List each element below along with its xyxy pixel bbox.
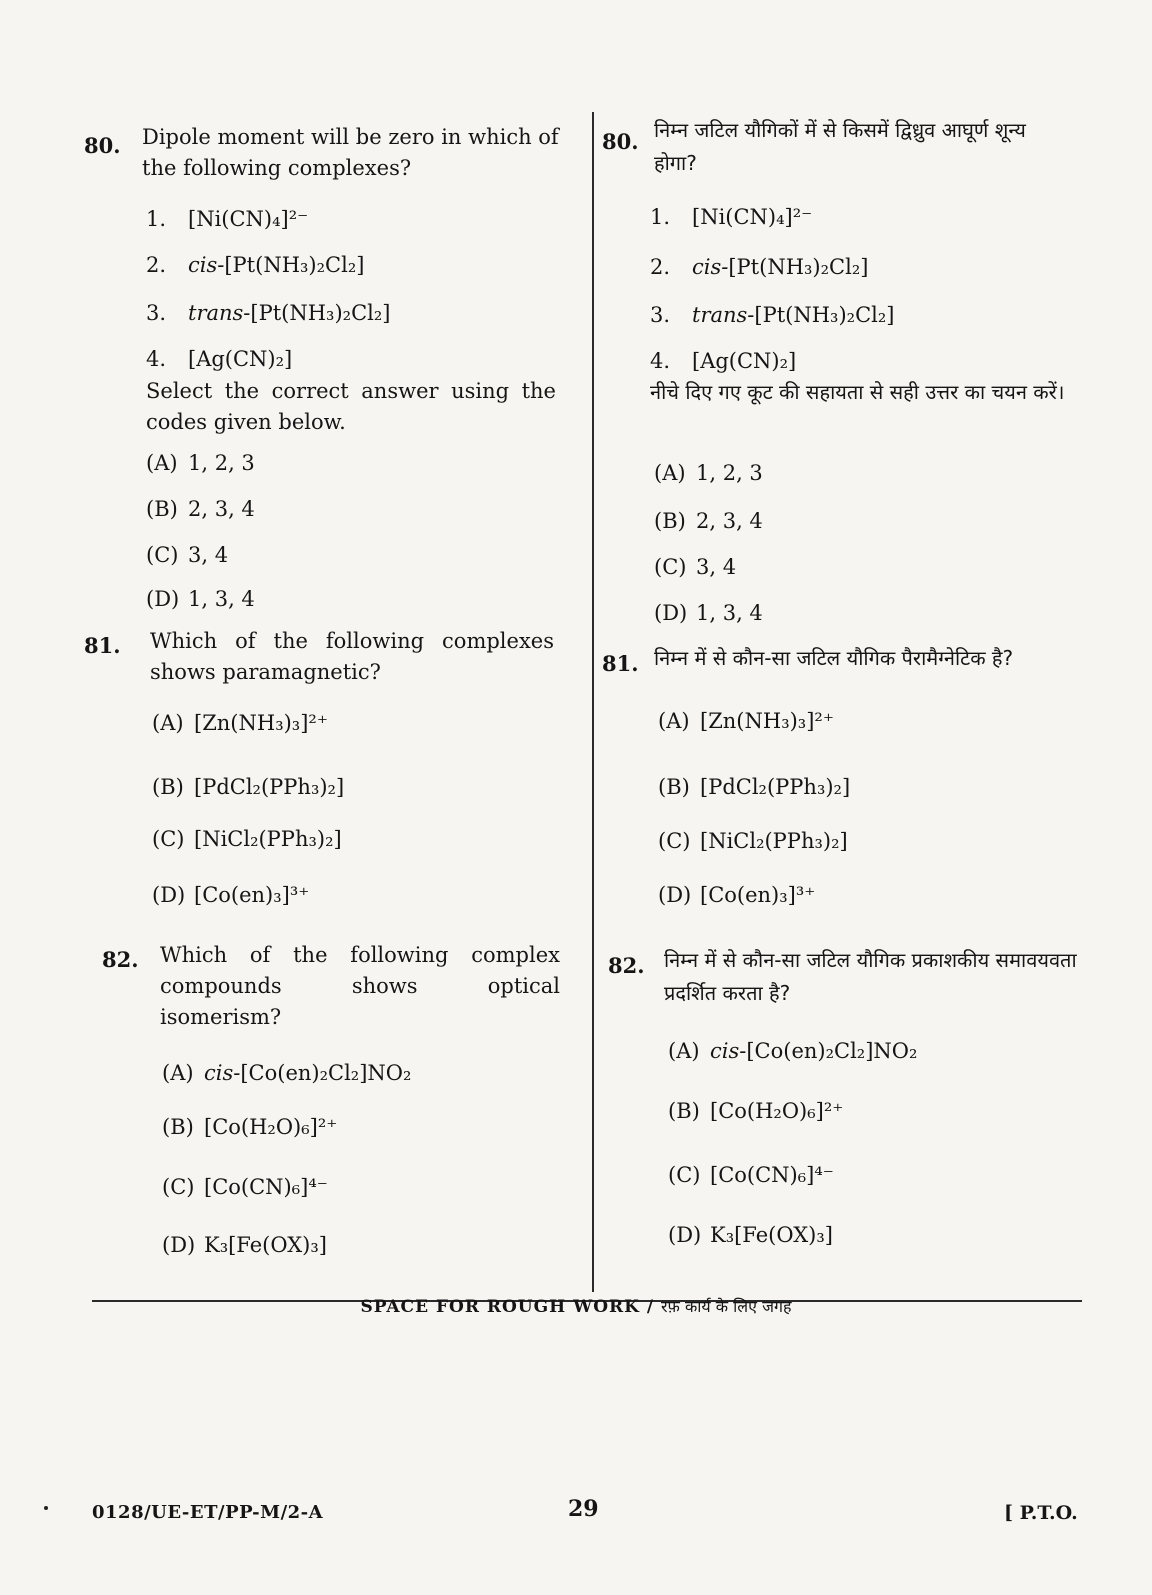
stray-dot	[44, 1506, 48, 1510]
question-number: 80.	[602, 129, 639, 154]
option-b: (B) [PdCl₂(PPh₃)₂]	[658, 775, 851, 799]
option-b: (B) [Co(H₂O)₆]²⁺	[162, 1115, 338, 1139]
option-d: (D) K₃[Fe(OX)₃]	[668, 1223, 833, 1247]
option-c: (C) 3, 4	[146, 543, 229, 567]
option-a: (A) 1, 2, 3	[654, 461, 763, 485]
option-c: (C) [NiCl₂(PPh₃)₂]	[658, 829, 848, 853]
please-turn-over: [ P.T.O.	[1004, 1502, 1078, 1524]
question-text: निम्न जटिल यौगिकों में से किसमें द्विध्रुव आघूर्ण शून्य होगा?	[654, 118, 1026, 175]
question-text: Which of the following complexes shows paramagnetic?	[150, 629, 554, 684]
option-d: (D) 1, 3, 4	[654, 601, 763, 625]
item-3: 3. trans-[Pt(NH₃)₂Cl₂]	[650, 303, 895, 327]
item-3: 3. trans-[Pt(NH₃)₂Cl₂]	[146, 301, 391, 325]
question-number: 81.	[84, 633, 121, 658]
question-number: 82.	[608, 953, 645, 978]
option-a: (A) [Zn(NH₃)₃]²⁺	[658, 709, 834, 733]
question-81-hi	[602, 642, 1080, 922]
question-text: निम्न में से कौन-सा जटिल यौगिक प्रकाशकीय समावयवता प्रदर्शित करता है?	[664, 948, 1077, 1005]
column-divider	[592, 112, 594, 1292]
option-c: (C) [Co(CN)₆]⁴⁻	[668, 1163, 834, 1187]
item-2: 2. cis-[Pt(NH₃)₂Cl₂]	[650, 255, 869, 279]
question-80-hi	[602, 114, 1080, 625]
option-a: (A) [Zn(NH₃)₃]²⁺	[152, 711, 328, 735]
option-a: (A) cis-[Co(en)₂Cl₂]NO₂	[162, 1061, 412, 1085]
option-c: (C) [Co(CN)₆]⁴⁻	[162, 1175, 328, 1199]
paper-code: 0128/UE-ET/PP-M/2-A	[92, 1502, 324, 1523]
question-80-en	[84, 122, 562, 611]
question-number: 82.	[102, 947, 139, 972]
option-d: (D) [Co(en)₃]³⁺	[152, 883, 310, 907]
option-c: (C) 3, 4	[654, 555, 737, 579]
instruction: नीचे दिए गए कूट की सहायता से सही उत्तर का चयन करें।	[650, 380, 1065, 404]
item-4: 4. [Ag(CN)₂]	[650, 349, 797, 373]
question-text: Which of the following complex compounds shows optical isomerism?	[160, 943, 560, 1029]
question-82-en	[84, 940, 562, 1270]
option-b: (B) [Co(H₂O)₆]²⁺	[668, 1099, 844, 1123]
option-c: (C) [NiCl₂(PPh₃)₂]	[152, 827, 342, 851]
instruction: Select the correct answer using the codes given below.	[146, 379, 556, 434]
item-1: 1. [Ni(CN)₄]²⁻	[146, 207, 309, 231]
question-number: 81.	[602, 651, 639, 676]
item-4: 4. [Ag(CN)₂]	[146, 347, 293, 371]
question-82-hi	[602, 944, 1080, 1254]
option-d: (D) [Co(en)₃]³⁺	[658, 883, 816, 907]
question-text: निम्न में से कौन-सा जटिल यौगिक पैरामैग्नेटिक है?	[654, 646, 1014, 670]
item-1: 1. [Ni(CN)₄]²⁻	[650, 205, 813, 229]
option-d: (D) K₃[Fe(OX)₃]	[162, 1233, 327, 1257]
question-text: Dipole moment will be zero in which of the following complexes?	[142, 125, 559, 180]
option-d: (D) 1, 3, 4	[146, 587, 255, 611]
page-number: 29	[568, 1496, 599, 1522]
option-a: (A) 1, 2, 3	[146, 451, 255, 475]
rough-work-label: SPACE FOR ROUGH WORK / रफ़ कार्य के लिए जगह	[360, 1297, 792, 1317]
item-2: 2. cis-[Pt(NH₃)₂Cl₂]	[146, 253, 365, 277]
option-a: (A) cis-[Co(en)₂Cl₂]NO₂	[668, 1039, 918, 1063]
option-b: (B) 2, 3, 4	[654, 509, 763, 533]
question-81-en	[84, 626, 562, 926]
option-b: (B) 2, 3, 4	[146, 497, 255, 521]
question-number: 80.	[84, 133, 121, 158]
option-b: (B) [PdCl₂(PPh₃)₂]	[152, 775, 345, 799]
